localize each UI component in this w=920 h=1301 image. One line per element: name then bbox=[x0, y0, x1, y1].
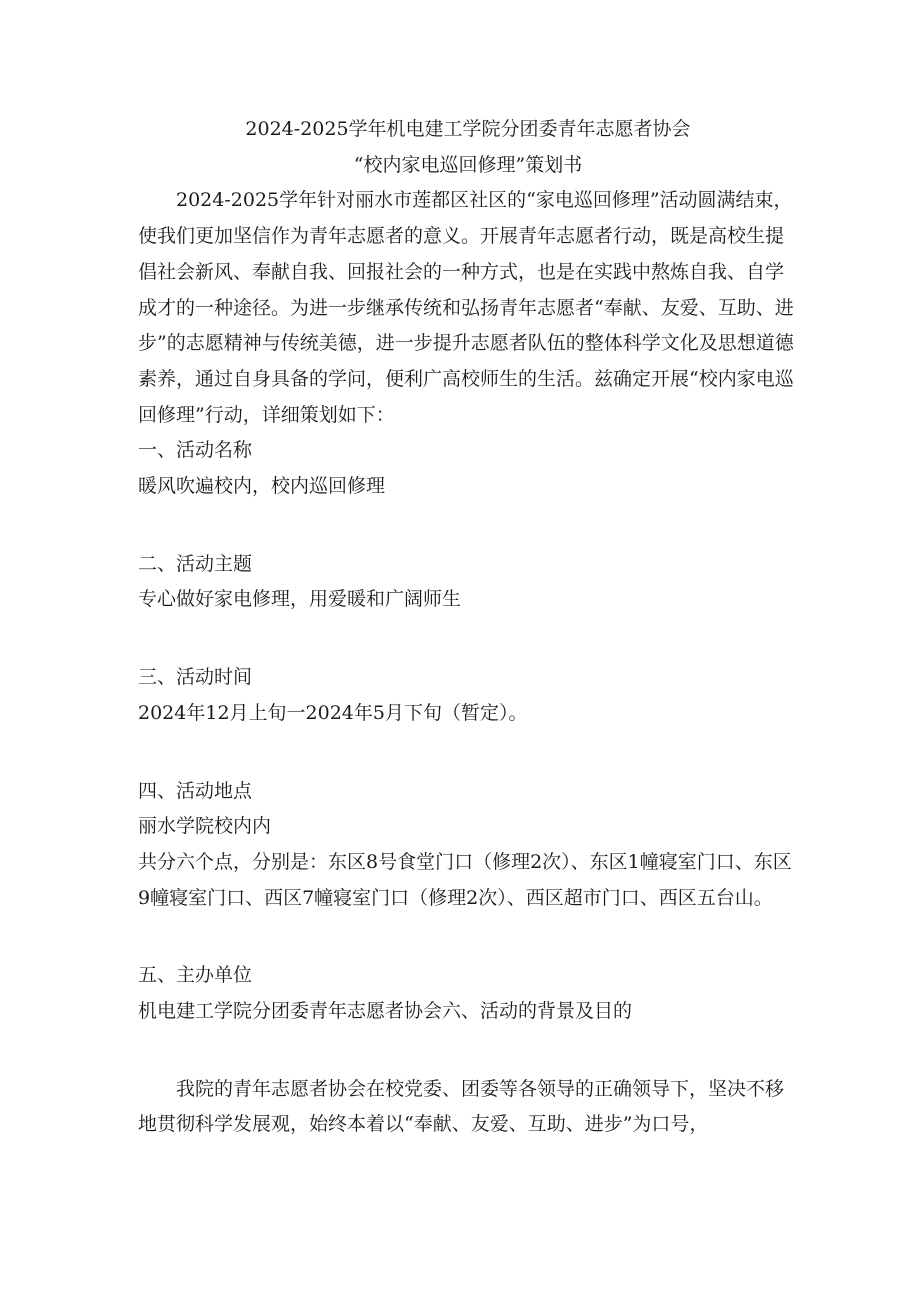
section-body-time: 2024年12月上旬一2024年5月下旬（暂定）。 bbox=[138, 701, 528, 724]
spacer bbox=[138, 505, 798, 547]
section-body-location-detail: 共分六个点，分别是：东区8号食堂门口（修理2次）、东区1幢寝室门口、东区9幢寝室门口、西区7幢寝室门口（修理2次）、西区超市门口、西区五台山。 bbox=[138, 850, 792, 909]
intro-paragraph: 2024-2025学年针对丽水市莲都区社区的“家电巡回修理”活动圆满结束，使我们更加坚信作为青年志愿者的意义。开展青年志愿者行动，既是高校生提倡社会新风、奉献自我、回报社会的一种方式，也是在实践中熬炼自我、自学成才的一种途径。为进一步继承传统和弘扬青年志愿者“奉献、友爱、互助、进步”的志愿精神与传统美德，进一步提升志愿者队伍的整体科学文化及思想道德素养，通过自身具备的学问，便利广高校师生的生活。兹确定开展“校内家电巡回修理”行动，详细策划如下： bbox=[138, 189, 794, 426]
section-heading-time: 三、活动时间 bbox=[138, 666, 253, 689]
document-title-line-1: 2024-2025学年机电建工学院分团委青年志愿者协会 bbox=[245, 118, 691, 140]
closing-paragraph: 我院的青年志愿者协会在校党委、团委等各领导的正确领导下，坚决不移地贯彻科学发展观，始终本着以“奉献、友爱、互助、进步”为口号， bbox=[138, 1077, 785, 1136]
section-heading-location: 四、活动地点 bbox=[138, 779, 253, 802]
section-body-name: 暖风吹遍校内，校内巡回修理 bbox=[138, 475, 386, 498]
spacer bbox=[138, 916, 798, 958]
document-title-line-2: “校内家电巡回修理”策划书 bbox=[353, 153, 583, 176]
section-heading-name: 一、活动名称 bbox=[138, 439, 253, 462]
spacer bbox=[138, 618, 798, 660]
section-body-organizer: 机电建工学院分团委青年志愿者协会六、活动的背景及目的 bbox=[138, 1000, 633, 1023]
section-body-theme: 专心做好家电修理，用爱暖和广阔师生 bbox=[138, 588, 462, 611]
spacer bbox=[138, 732, 798, 774]
section-heading-organizer: 五、主办单位 bbox=[138, 964, 253, 987]
spacer bbox=[138, 1030, 798, 1072]
section-heading-theme: 二、活动主题 bbox=[138, 552, 253, 575]
document-body bbox=[138, 112, 798, 1143]
section-body-location: 丽水学院校内内 bbox=[138, 815, 272, 838]
